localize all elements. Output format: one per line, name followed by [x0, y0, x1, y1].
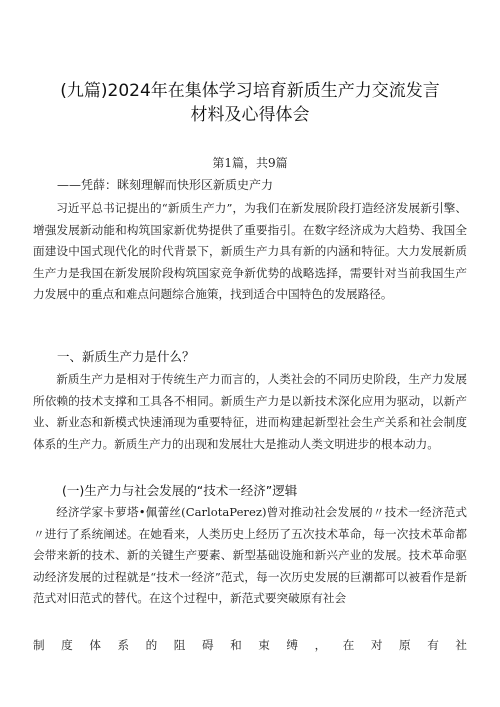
intro-paragraph: 习近平总书记提出的“新质生产力”，为我们在新发展阶段打造经济发展新引擎、增强发展新动能和构筑国家新优势提供了重要指引。在数字经济成为大趋势、我国全面建设中国式现代化的时代背景下，新质生产力具有新的内涵和特征。大力发展新质生产力是我国在新发展阶段构筑国家竞争新优势的战略选择，需要针对当前我国生产力发展中的重点和难点问题综合施策，找到适合中国特色的发展路径。	[33, 201, 467, 302]
section-heading: 一、新质生产力是什么？	[57, 349, 195, 364]
spread-char: 社	[455, 638, 467, 652]
spread-char: 系	[117, 638, 130, 652]
body-paragraph: 新质生产力是相对于传统生产力而言的，人类社会的不同历史阶段，生产力发展所依赖的技术支撑和工具各不相同。新质生产力是以新技术深化应用为驱动，以新产业、新业态和新模式快速涌现为重要特征，进而构建起新型社会生产关系和社会制度体系的生产力。新质生产力的出现和发展壮大是推动人类文明进步的根本动力。	[33, 372, 467, 451]
spread-char: 缚	[286, 638, 299, 652]
spread-char: 体	[89, 638, 101, 652]
pagination-label: 第1篇，共9篇	[212, 156, 288, 170]
spread-char: 原	[399, 638, 411, 652]
body-paragraph-continued: 经济学家卡萝塔•佩蕾丝(CarlotaPerez)曾对推动社会发展的〃技术一经济范式〃进行了系统阐述。在她看来，人类历史上经历了五次技术革命，每一次技术革命都会带来新的技术、新的关键生产要素、新型基础设施和新兴产业的发展。技术革命驱动经济发展的过程就是“技术一经济”范式，每一次历史发展的巨潮都可以被看作是新范式对旧范式的替代。在这个过程中，新范式要突破原有社会	[33, 505, 467, 606]
document-title-line2: 材料及心得体会	[190, 105, 310, 125]
spread-char: 在	[342, 638, 355, 652]
subsection-heading: (一)生产力与社会发展的“技术一经济”逻辑	[62, 483, 298, 498]
spread-char: 制	[33, 638, 45, 652]
spread-char: 碍	[201, 638, 214, 652]
spread-char: 束	[258, 638, 270, 652]
spread-char: 有	[427, 638, 439, 652]
spread-last-line	[33, 636, 467, 654]
spread-char: 度	[61, 638, 73, 652]
spread-char: 的	[145, 638, 158, 652]
spread-char: 对	[370, 638, 383, 652]
spread-char: 阻	[173, 638, 186, 652]
document-title-line1: (九篇)2024年在集体学习培育新质生产力交流发言	[60, 81, 440, 101]
article-subtitle: ——凭薛：眯刻理解而快形区新质史产力	[57, 178, 274, 192]
spread-char: ，	[314, 638, 327, 652]
spread-char: 和	[230, 638, 242, 652]
